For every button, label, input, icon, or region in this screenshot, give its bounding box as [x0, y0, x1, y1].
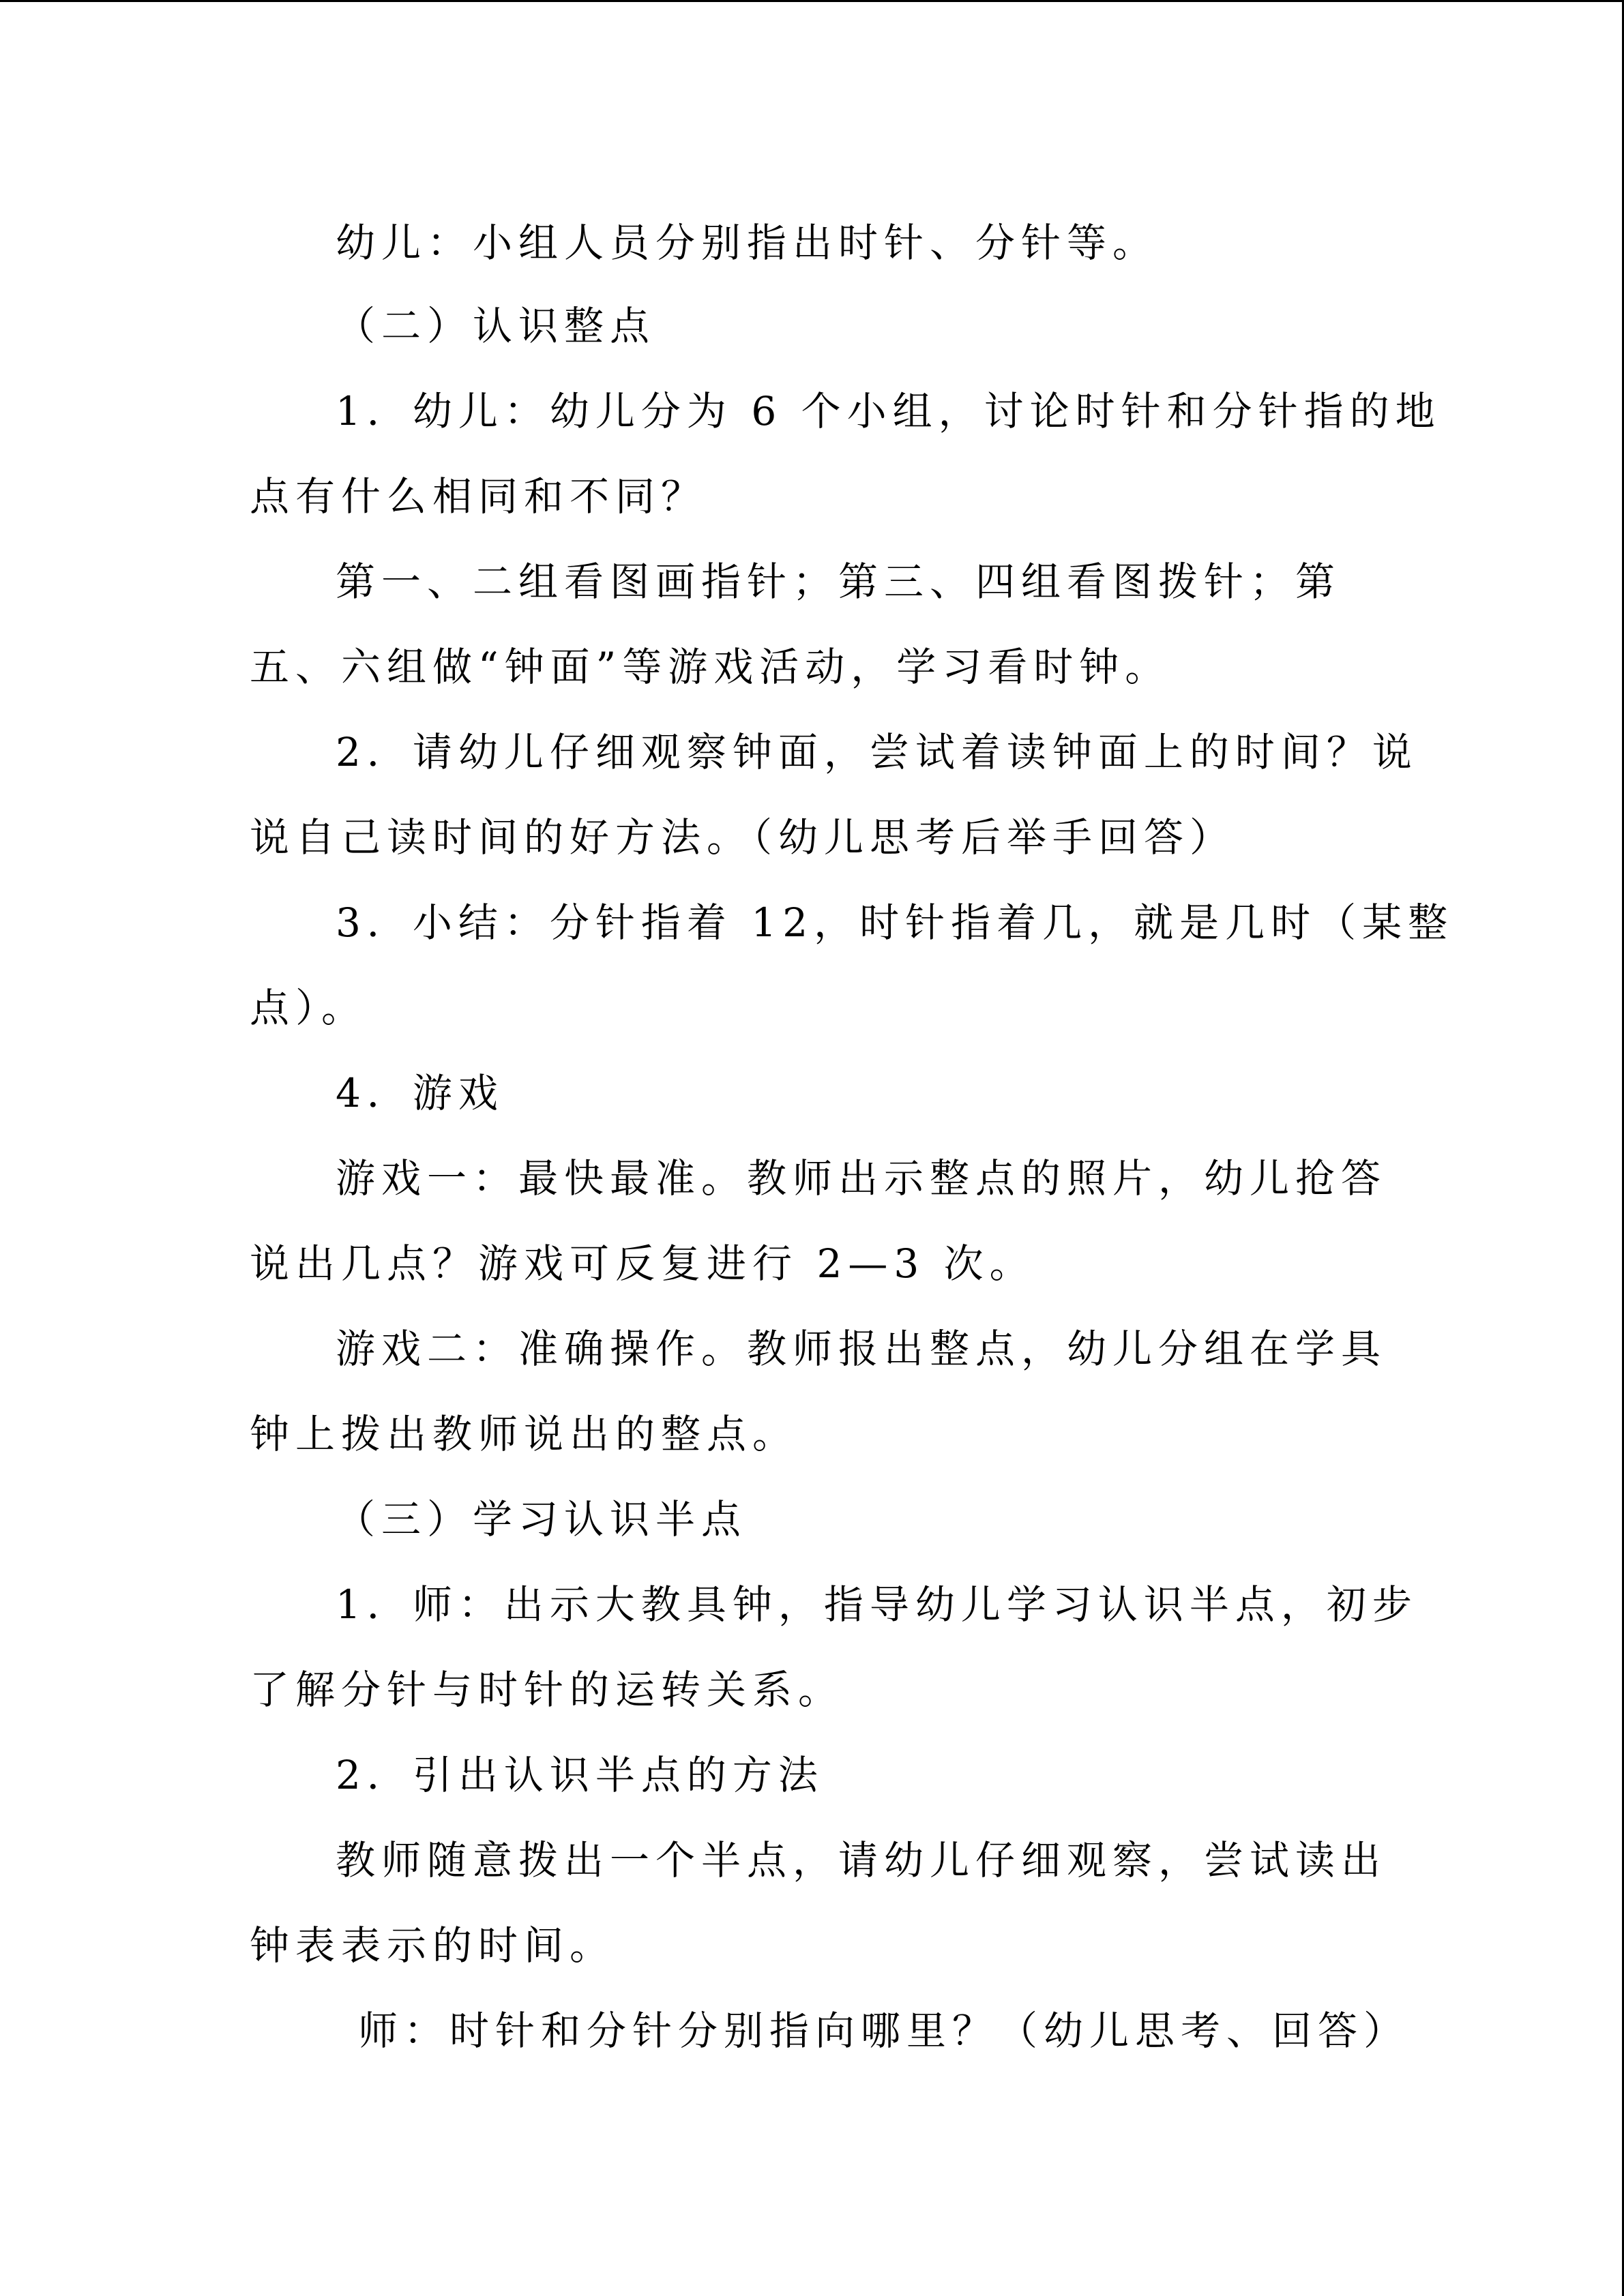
- section-heading: （三）学习认识半点: [336, 1496, 748, 1542]
- section-heading: （二）认识整点: [336, 303, 656, 349]
- text-line: 钟表表示的时间。: [250, 1922, 616, 1969]
- text-line: 了解分针与时针的运转关系。: [250, 1667, 844, 1713]
- text-line: 钟上拨出教师说出的整点。: [250, 1411, 799, 1457]
- text-line: 教师随意拨出一个半点，请幼儿仔细观察，尝试读出: [336, 1837, 1387, 1883]
- text-line: 五、六组做“钟面”等游戏活动，学习看时钟。: [250, 644, 1171, 690]
- text-line: 第一、二组看图画指针；第三、四组看图拨针；第: [336, 558, 1342, 605]
- text-line: 点有什么相同和不同？: [250, 473, 707, 520]
- text-line: 游戏一：最快最准。教师出示整点的照片，幼儿抢答: [336, 1155, 1387, 1202]
- text-line: 点）。: [250, 985, 368, 1031]
- text-line: 说自己读时间的好方法。（幼儿思考后举手回答）: [250, 814, 1236, 861]
- text-line: 1．幼儿：幼儿分为 6 个小组，讨论时针和分针指的地: [336, 388, 1441, 434]
- text-line: 3．小结：分针指着 12，时针指着几，就是几时（某整: [336, 899, 1454, 946]
- text-line: 2．请幼儿仔细观察钟面，尝试着读钟面上的时间？说: [336, 729, 1418, 775]
- text-line: 1．师：出示大教具钟，指导幼儿学习认识半点，初步: [336, 1581, 1418, 1628]
- text-line: 师：时针和分针分别指向哪里？（幼儿思考、回答）: [358, 2008, 1410, 2054]
- text-line: 游戏二：准确操作。教师报出整点，幼儿分组在学具: [336, 1326, 1387, 1372]
- text-line: 4．游戏: [336, 1070, 504, 1116]
- text-line: 2．引出认识半点的方法: [336, 1752, 824, 1798]
- text-line: 说出几点？游戏可反复进行 2—3 次。: [250, 1240, 1035, 1287]
- text-line: 幼儿：小组人员分别指出时针、分针等。: [336, 220, 1159, 266]
